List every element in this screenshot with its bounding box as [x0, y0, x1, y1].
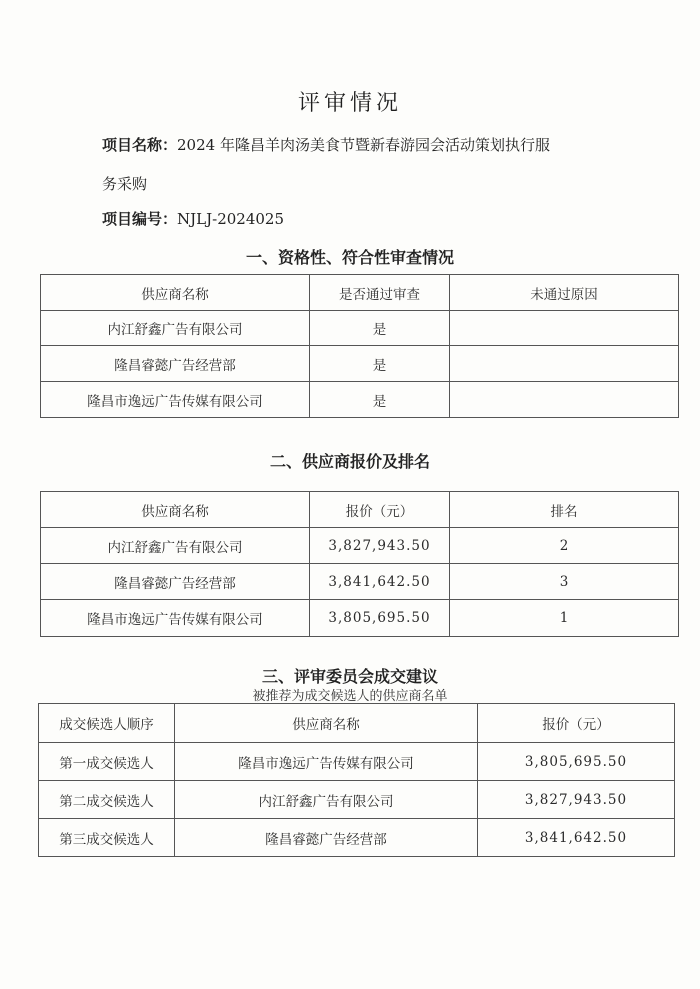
project-name-continuation: 务采购: [102, 175, 148, 193]
rank-cell: 1: [450, 600, 679, 637]
column-header: 供应商名称: [41, 492, 310, 528]
supplier-name-cell: 隆昌市逸远广告传媒有限公司: [41, 600, 310, 637]
table-row: [41, 564, 679, 600]
reason-cell: [450, 311, 679, 346]
recommendation-table: [38, 703, 675, 857]
reason-cell: [450, 382, 679, 418]
rank-cell: 3: [450, 564, 679, 600]
column-header: 未通过原因: [450, 275, 679, 311]
column-header: 供应商名称: [41, 275, 310, 311]
section3-subtitle: 被推荐为成交候选人的供应商名单: [252, 689, 448, 704]
supplier-name-cell: 隆昌睿懿广告经营部: [41, 564, 310, 600]
column-header: 是否通过审查: [310, 275, 450, 311]
project-name-line: [102, 134, 550, 155]
quote-cell: 3,805,695.50: [310, 600, 450, 637]
section1-title: 一、资格性、符合性审查情况: [245, 248, 454, 267]
table-header-row: [41, 275, 679, 311]
column-header: 报价（元）: [478, 704, 675, 743]
quote-cell: 3,827,943.50: [478, 781, 675, 819]
column-header: 排名: [450, 492, 679, 528]
reason-cell: [450, 346, 679, 382]
supplier-name-cell: 内江舒鑫广告有限公司: [41, 311, 310, 346]
table-row: [39, 743, 675, 781]
pass-cell: 是: [310, 311, 450, 346]
column-header: 供应商名称: [175, 704, 478, 743]
quote-cell: 3,841,642.50: [310, 564, 450, 600]
section2-title: 二、供应商报价及排名: [269, 452, 430, 471]
quotation-ranking-table: [40, 491, 679, 637]
table-row: [39, 819, 675, 857]
supplier-name-cell: 内江舒鑫广告有限公司: [41, 528, 310, 564]
section3-title: 三、评审委员会成交建议: [261, 667, 438, 686]
supplier-name-cell: 内江舒鑫广告有限公司: [175, 781, 478, 819]
quote-cell: 3,841,642.50: [478, 819, 675, 857]
pass-cell: 是: [310, 382, 450, 418]
page-title: 评审情况: [297, 91, 402, 116]
project-no-line: [102, 208, 284, 229]
qualification-table: [40, 274, 679, 418]
table-row: [41, 311, 679, 346]
candidate-order-cell: 第二成交候选人: [39, 781, 175, 819]
table-row: [39, 781, 675, 819]
rank-cell: 2: [450, 528, 679, 564]
table-row: [41, 600, 679, 637]
table-header-row: [41, 492, 679, 528]
project-no-value: NJLJ-2024025: [177, 210, 285, 228]
table-row: [41, 346, 679, 382]
supplier-name-cell: 隆昌睿懿广告经营部: [41, 346, 310, 382]
supplier-name-cell: 隆昌睿懿广告经营部: [175, 819, 478, 857]
candidate-order-cell: 第三成交候选人: [39, 819, 175, 857]
column-header: 成交候选人顺序: [39, 704, 175, 743]
project-no-label: 项目编号：: [102, 210, 178, 228]
pass-cell: 是: [310, 346, 450, 382]
table-row: [41, 382, 679, 418]
project-name-label: 项目名称：: [102, 136, 178, 154]
supplier-name-cell: 隆昌市逸远广告传媒有限公司: [41, 382, 310, 418]
quote-cell: 3,827,943.50: [310, 528, 450, 564]
project-name-value-1: 2024 年隆昌羊肉汤美食节暨新春游园会活动策划执行服: [177, 136, 550, 154]
table-row: [41, 528, 679, 564]
quote-cell: 3,805,695.50: [478, 743, 675, 781]
column-header: 报价（元）: [310, 492, 450, 528]
table-header-row: [39, 704, 675, 743]
candidate-order-cell: 第一成交候选人: [39, 743, 175, 781]
supplier-name-cell: 隆昌市逸远广告传媒有限公司: [175, 743, 478, 781]
